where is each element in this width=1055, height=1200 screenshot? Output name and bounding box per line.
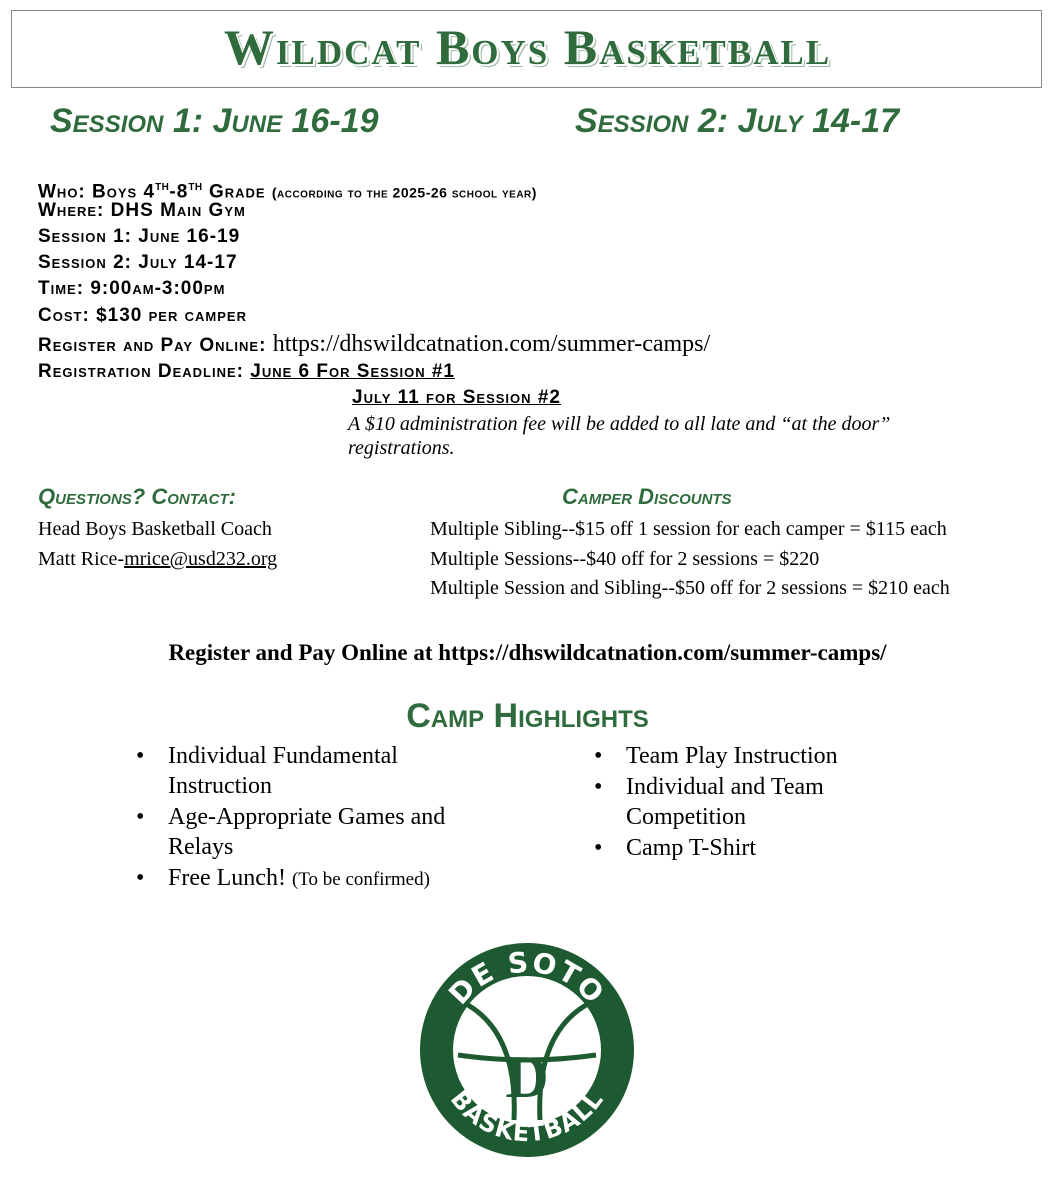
who-line: Who: Boys 4th-8th Grade (according to the 2025-26 school year) [38,177,537,203]
register-online-banner: Register and Pay Online at https://dhswildcatnation.com/summer-camps/ [168,640,887,665]
where-line: Where: DHS Main Gym [38,200,246,221]
logo-letter: D [505,1044,549,1110]
highlight-item: • Team Play Instruction [594,743,838,769]
bullet-icon: • [594,743,603,769]
deadline-session1: June 6 For Session #1 [250,361,455,382]
discounts-heading: Camper Discounts [562,484,732,509]
register-online-line: Register and Pay Online: https://dhswildcatnation.com/summer-camps/ [38,331,711,357]
highlights-right-list [594,741,894,864]
session1-line: Session 1: June 16-19 [38,226,241,247]
session1-heading: Session 1: June 16-19 [50,102,379,140]
contact-role: Head Boys Basketball Coach [38,518,272,540]
who-note: (according to the 2025-26 school year) [271,184,537,201]
highlights-left-list [136,741,496,896]
discount-item: Multiple Session and Sibling--$50 off for 2 sessions = $210 each [430,577,950,599]
desoto-basketball-logo [418,915,636,1185]
deadline-session2-line [352,385,561,411]
bullet-icon: • [594,774,603,800]
deadline-line: Registration Deadline: June 6 For Session #1 [38,361,455,382]
highlight-item: • Free Lunch! (To be confirmed) [136,865,430,891]
cost-line: Cost: $130 per camper [38,305,247,326]
bullet-icon: • [594,835,603,861]
page-title: Wildcat Boys Basketball [223,19,832,75]
highlight-item: • Individual Fundamental Instruction [136,743,398,799]
discount-item: Multiple Sibling--$15 off 1 session for each camper = $115 each [430,518,947,540]
logo-bottom-text: BASKETBALL [444,1085,610,1148]
logo-top-text: DE SOTO [442,945,612,1011]
contact-heading: Questions? Contact: [38,484,236,509]
bullet-icon: • [136,743,145,769]
highlight-item: • Age-Appropriate Games and Relays [136,804,446,860]
time-line: Time: 9:00am-3:00pm [38,278,226,299]
highlight-item: • Camp T-Shirt [594,835,757,861]
discount-item: Multiple Sessions--$40 off for 2 sessions = $220 [430,548,820,570]
contact-email-link[interactable]: mrice@usd232.org [124,548,278,570]
highlights-heading: Camp Highlights [406,697,649,735]
bullet-icon: • [136,804,145,830]
register-url-link[interactable]: https://dhswildcatnation.com/summer-camps/ [272,331,711,357]
basketball-logo-icon [418,915,636,1185]
bullet-icon: • [136,865,145,891]
highlight-item: • Individual and Team Competition [594,774,824,830]
late-fee-note: A $10 administration fee will be added to all late and “at the door” registrations. [348,413,891,459]
session2-line: Session 2: July 14-17 [38,252,238,273]
session2-heading: Session 2: July 14-17 [575,102,900,140]
contact-name-line: Matt Rice-mrice@usd232.org [38,548,278,570]
deadline-session2: July 11 for Session #2 [352,387,561,408]
